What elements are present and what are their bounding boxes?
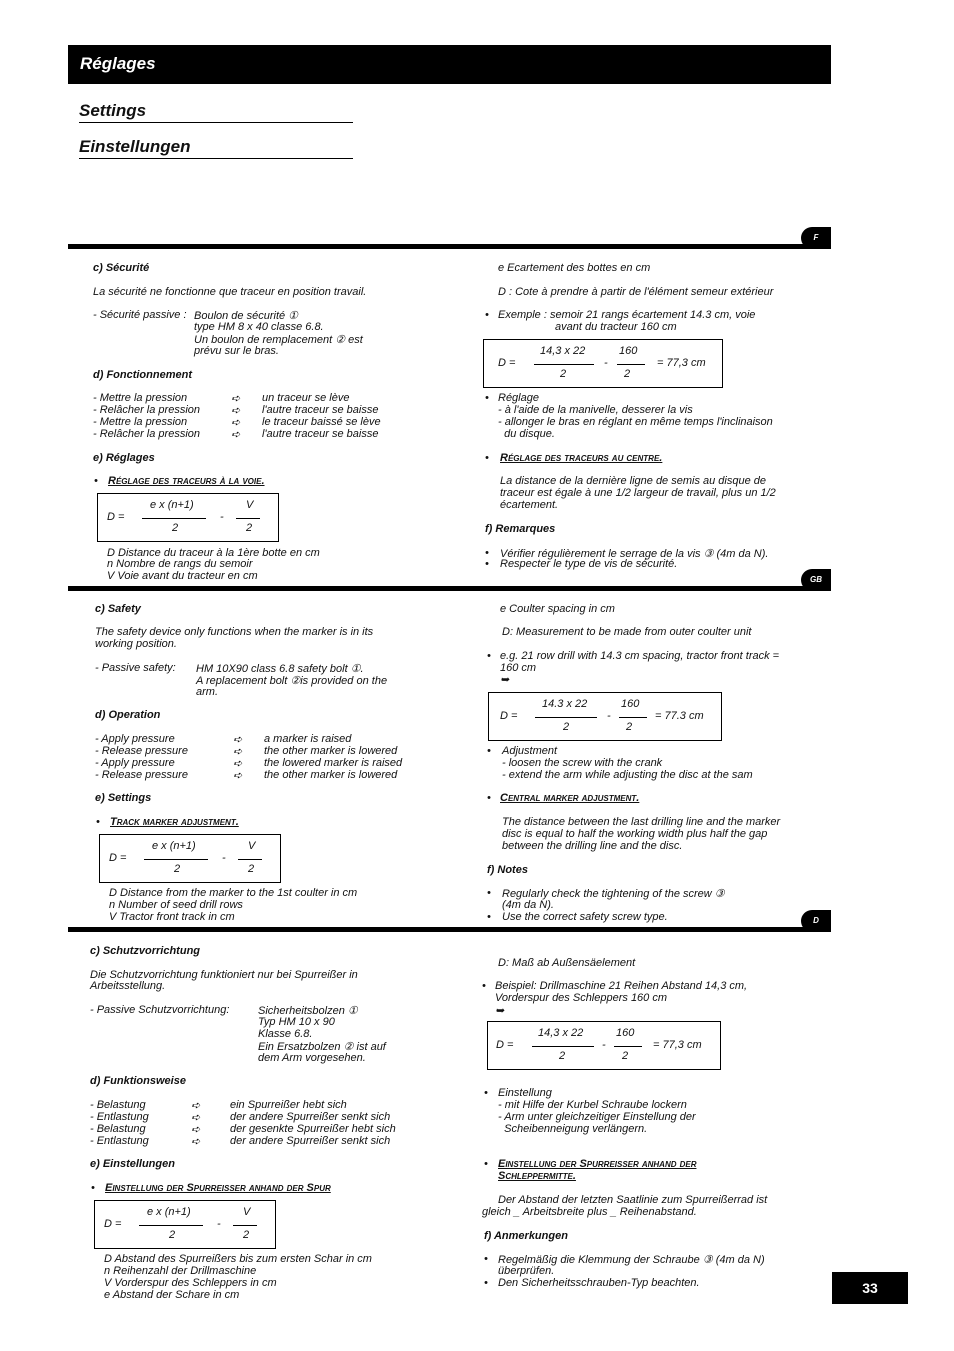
de-f-1: Regelmäßig die Klemmung der Schraube ③ (4m da N): [498, 1254, 765, 1266]
de-c-passive-label: - Passive Schutzvorrichtung:: [90, 1004, 230, 1016]
arrow-icon: ➪: [233, 734, 243, 746]
fraction-line: [614, 1046, 642, 1047]
fr-d-row-b: le traceur baissé se lève: [262, 416, 381, 428]
fraction-line: [619, 717, 647, 718]
gb-adj-2: - loosen the screw with the crank: [502, 757, 663, 769]
gb-c-passive-3: arm.: [196, 686, 218, 698]
de-r-ex1: Beispiel: Drillmaschine 21 Reihen Abstand 14,3 cm,: [495, 980, 748, 992]
arrow-icon: ➪: [233, 746, 243, 758]
fr-r-ex1: Exemple : semoir 21 rangs écartement 14.3 cm, voie: [498, 309, 756, 321]
formula-lhs: D =: [107, 511, 125, 523]
section-divider-gb: [68, 586, 831, 591]
de-d-row-a: - Belastung: [90, 1123, 146, 1135]
fr-d-title: d) Fonctionnement: [93, 369, 192, 381]
formula-num2: V: [243, 1206, 251, 1218]
gb-d-row-a: - Apply pressure: [95, 757, 175, 769]
de-d-row-a: - Belastung: [90, 1099, 146, 1111]
arrow-icon: ➪: [231, 417, 241, 429]
de-r-d: D: Maß ab Außensäelement: [498, 957, 636, 969]
de-r-ex2: Vorderspur des Schleppers 160 cm: [495, 992, 668, 1004]
fr-formula-box: [97, 493, 279, 542]
de-central-2: Schleppermitte.: [498, 1170, 576, 1182]
example-lhs: D =: [498, 357, 516, 369]
gb-f-1: Regularly check the tightening of the screw ③: [502, 888, 725, 900]
example-minus: -: [602, 1039, 606, 1051]
gb-r-d: D: Measurement to be made from outer coulter unit: [502, 626, 752, 638]
page-number: 33: [832, 1272, 908, 1304]
bullet-icon: •: [484, 1277, 488, 1289]
formula-lhs: D =: [104, 1218, 122, 1230]
gb-legend-3: V Tractor front track in cm: [109, 911, 235, 923]
fraction-line: [532, 1046, 594, 1047]
formula-den2: 2: [246, 522, 253, 534]
fr-central-3: écartement.: [500, 499, 559, 511]
fr-c-title: c) Sécurité: [93, 262, 150, 274]
fr-d-row-a: - Relâcher la pression: [93, 404, 200, 416]
fr-c-passive-3: Un boulon de remplacement ② est: [194, 334, 363, 346]
page-title: Réglages: [80, 54, 156, 73]
example-den2: 2: [624, 368, 631, 380]
example-den1: 2: [560, 368, 567, 380]
arrow-icon: ➪: [231, 405, 241, 417]
gb-d-row-a: - Apply pressure: [95, 733, 175, 745]
bullet-icon: •: [484, 1253, 488, 1265]
bullet-icon: •: [485, 392, 489, 404]
de-central-1: Einstellung der Spurreißer anhand der: [498, 1158, 697, 1170]
fr-r-d: D : Cote à prendre à partir de l'élément semeur extérieur: [498, 286, 774, 298]
gb-d-row-b: the lowered marker is raised: [264, 757, 403, 769]
formula-den1: 2: [174, 863, 181, 875]
example-num1: 14,3 x 22: [540, 345, 586, 357]
language-tab-d: D: [801, 910, 831, 932]
fr-c-passive-2: type HM 8 x 40 classe 6.8.: [194, 321, 324, 333]
example-num2: 160: [621, 698, 640, 710]
section-divider-f: [68, 244, 831, 249]
gb-legend-2: n Number of seed drill rows: [109, 899, 243, 911]
example-num2: 160: [616, 1027, 635, 1039]
gb-c-passive-1: HM 10X90 class 6.8 safety bolt ①.: [196, 663, 364, 675]
fraction-line: [144, 859, 208, 860]
example-num1: 14,3 x 22: [538, 1027, 584, 1039]
gb-c-passive-2: A replacement bolt ②is provided on the: [196, 675, 388, 687]
formula-num1: e x (n+1): [147, 1206, 191, 1218]
fraction-line: [617, 364, 645, 365]
fr-f-title: f) Remarques: [485, 523, 556, 535]
gb-f-2: (4m da N).: [502, 899, 554, 911]
fr-c-text: La sécurité ne fonctionne que traceur en position travail.: [93, 286, 367, 298]
title-bar: [68, 45, 831, 84]
bullet-icon: •: [482, 980, 486, 992]
fr-d-row-a: - Relâcher la pression: [93, 428, 200, 440]
gb-c-text-1: The safety device only functions when the marker is in its: [95, 626, 374, 638]
fr-d-row-a: - Mettre la pression: [93, 416, 188, 428]
formula-num1: e x (n+1): [150, 499, 194, 511]
fr-adj-4: du disque.: [498, 428, 555, 440]
arrow-icon: ➪: [191, 1112, 201, 1124]
gb-central-3: between the drilling line and the disc.: [502, 840, 683, 852]
fr-e-sub: Réglage des traceurs à la voie.: [108, 475, 265, 487]
bullet-icon: •: [91, 1182, 95, 1194]
example-den1: 2: [563, 721, 570, 733]
bullet-icon: •: [487, 911, 491, 923]
gb-central-2: disc is equal to half the working width plus half the gap: [502, 828, 768, 840]
gb-d-row-a: - Release pressure: [95, 769, 188, 781]
de-adj-2: - mit Hilfe der Kurbel Schraube lockern: [498, 1099, 687, 1111]
example-lhs: D =: [496, 1039, 514, 1051]
de-c-passive-3: Klasse 6.8.: [258, 1028, 313, 1040]
bullet-icon: •: [487, 650, 491, 662]
fr-d-row-b: un traceur se lève: [262, 392, 350, 404]
bullet-icon: •: [487, 887, 491, 899]
formula-minus: -: [222, 852, 226, 864]
fr-adj-2: - à l'aide de la manivelle, desserer la vis: [498, 404, 693, 416]
fr-adj-3: - allonger le bras en réglant en même temps l'inclinaison: [498, 416, 773, 428]
gb-e-title: e) Settings: [95, 792, 152, 804]
de-d-title: d) Funktionsweise: [90, 1075, 186, 1087]
example-den2: 2: [626, 721, 633, 733]
fr-central-1: La distance de la dernière ligne de semis au disque de: [500, 475, 767, 487]
arrow-icon: ➪: [191, 1100, 201, 1112]
arrow-icon: ➪: [231, 393, 241, 405]
fr-c-passive-label: - Sécurité passive :: [93, 309, 187, 321]
fraction-line: [236, 518, 260, 519]
fr-adj-1: Réglage: [498, 392, 539, 404]
language-tab-gb: GB: [801, 569, 831, 591]
fr-central: Réglage des traceurs au centre.: [500, 452, 663, 464]
de-example-box: [487, 1021, 721, 1070]
de-c-text-1: Die Schutzvorrichtung funktioniert nur bei Spurreißer in: [90, 969, 358, 981]
example-result: = 77,3 cm: [653, 1039, 702, 1051]
subtitle-settings: Settings: [79, 101, 353, 123]
formula-num2: V: [248, 840, 256, 852]
fraction-line: [142, 518, 206, 519]
de-formula-box: [94, 1200, 276, 1249]
bullet-icon: •: [484, 1158, 488, 1170]
formula-den1: 2: [172, 522, 179, 534]
fraction-line: [238, 859, 262, 860]
arrow-icon: ➪: [233, 758, 243, 770]
fr-d-row-b: l'autre traceur se baisse: [262, 428, 379, 440]
fr-r-e: e Ecartement des bottes en cm: [498, 262, 651, 274]
bullet-icon: •: [485, 309, 489, 321]
arrow-return-icon: ➥: [500, 674, 510, 686]
gb-d-title: d) Operation: [95, 709, 161, 721]
fr-d-row-a: - Mettre la pression: [93, 392, 188, 404]
gb-r-e: e Coulter spacing in cm: [500, 603, 615, 615]
de-d-row-a: - Entlastung: [90, 1135, 149, 1147]
de-f-title: f) Anmerkungen: [484, 1230, 568, 1242]
bullet-icon: •: [485, 558, 489, 570]
gb-c-passive-label: - Passive safety:: [95, 662, 176, 674]
section-divider-d: [68, 927, 831, 932]
gb-f-title: f) Notes: [487, 864, 528, 876]
fr-central-2: traceur est égale à une 1/2 largeur de travail, plus un 1/2: [500, 487, 776, 499]
gb-legend-1: D Distance from the marker to the 1st coulter in cm: [109, 887, 358, 899]
gb-d-row-b: the other marker is lowered: [264, 769, 398, 781]
fraction-line: [139, 1225, 203, 1226]
bullet-icon: •: [94, 475, 98, 487]
gb-r-ex2: 160 cm: [500, 662, 537, 674]
gb-example-box: [488, 692, 722, 741]
de-e-title: e) Einstellungen: [90, 1158, 175, 1170]
formula-den1: 2: [169, 1229, 176, 1241]
example-num1: 14.3 x 22: [542, 698, 588, 710]
fraction-line: [535, 717, 597, 718]
de-central-text-2: gleich _ Arbeitsbreite plus _ Reihenabstand.: [482, 1206, 697, 1218]
subtitle-einstellungen: Einstellungen: [79, 137, 353, 159]
formula-num2: V: [246, 499, 254, 511]
gb-r-ex1: e.g. 21 row drill with 14.3 cm spacing, tractor front track =: [500, 650, 780, 662]
de-adj-1: Einstellung: [498, 1087, 552, 1099]
arrow-icon: ➪: [191, 1124, 201, 1136]
example-result: = 77.3 cm: [655, 710, 704, 722]
formula-den2: 2: [248, 863, 255, 875]
de-c-passive-2: Typ HM 10 x 90: [258, 1016, 335, 1028]
arrow-icon: ➪: [231, 429, 241, 441]
language-tab-f: F: [801, 227, 831, 249]
fr-c-passive-4: prévu sur le bras.: [194, 345, 279, 357]
bullet-icon: •: [485, 452, 489, 464]
de-legend-3: V Vorderspur des Schleppers in cm: [104, 1277, 277, 1289]
example-lhs: D =: [500, 710, 518, 722]
fraction-line: [233, 1225, 257, 1226]
de-c-passive-4: Ein Ersatzbolzen ② ist auf: [258, 1041, 386, 1053]
gb-d-row-b: a marker is raised: [264, 733, 352, 745]
formula-num1: e x (n+1): [152, 840, 196, 852]
de-f-3: Den Sicherheitsschrauben-Typ beachten.: [498, 1277, 700, 1289]
de-d-row-b: der gesenkte Spurreißer hebt sich: [230, 1123, 396, 1135]
arrow-icon: ➪: [191, 1136, 201, 1148]
de-d-row-b: der andere Spurreißer senkt sich: [230, 1111, 391, 1123]
de-legend-1: D Abstand des Spurreißers bis zum ersten Schar in cm: [104, 1253, 372, 1265]
example-minus: -: [604, 357, 608, 369]
example-num2: 160: [619, 345, 638, 357]
de-e-sub: Einstellung der Spurreißer anhand der Spur: [105, 1182, 331, 1194]
gb-central: Central marker adjustment.: [500, 792, 640, 804]
example-result: = 77,3 cm: [657, 357, 706, 369]
gb-c-text-2: working position.: [95, 638, 177, 650]
de-c-passive-1: Sicherheitsbolzen ①: [258, 1005, 358, 1017]
formula-lhs: D =: [109, 852, 127, 864]
fr-f-2: Respecter le type de vis de sécurité.: [500, 558, 678, 570]
example-den2: 2: [622, 1050, 629, 1062]
arrow-return-icon: ➥: [495, 1005, 505, 1017]
bullet-icon: •: [487, 745, 491, 757]
de-f-2: überprüfen.: [498, 1265, 555, 1277]
fr-legend-1: D Distance du traceur à la 1ère botte en cm: [107, 547, 320, 559]
gb-e-sub: Track marker adjustment.: [110, 816, 239, 828]
arrow-icon: ➪: [233, 770, 243, 782]
de-c-text-2: Arbeitsstellung.: [90, 980, 166, 992]
gb-d-row-b: the other marker is lowered: [264, 745, 398, 757]
de-d-row-b: der andere Spurreißer senkt sich: [230, 1135, 391, 1147]
formula-minus: -: [217, 1218, 221, 1230]
example-den1: 2: [559, 1050, 566, 1062]
de-adj-3: - Arm unter gleichzeitiger Einstellung der: [498, 1111, 696, 1123]
formula-minus: -: [220, 511, 224, 523]
gb-adj-1: Adjustment: [502, 745, 558, 757]
bullet-icon: •: [487, 792, 491, 804]
de-c-passive-5: dem Arm vorgesehen.: [258, 1052, 366, 1064]
gb-adj-3: - extend the arm while adjusting the disc at the sam: [502, 769, 753, 781]
de-c-title: c) Schutzvorrichtung: [90, 945, 201, 957]
fr-f-1: Vérifier régulièrement le serrage de la vis ③ (4m da N).: [500, 548, 769, 560]
de-legend-4: e Abstand der Schare in cm: [104, 1289, 240, 1301]
gb-f-3: Use the correct safety screw type.: [502, 911, 668, 923]
de-d-row-b: ein Spurreißer hebt sich: [230, 1099, 347, 1111]
gb-d-row-a: - Release pressure: [95, 745, 188, 757]
fr-legend-3: V Voie avant du tracteur en cm: [107, 570, 258, 582]
bullet-icon: •: [484, 1087, 488, 1099]
fraction-line: [534, 364, 594, 365]
gb-c-title: c) Safety: [95, 603, 141, 615]
example-minus: -: [607, 710, 611, 722]
fr-d-row-b: l'autre traceur se baisse: [262, 404, 379, 416]
de-central-text-1: Der Abstand der letzten Saatlinie zum Spurreißerrad ist: [498, 1194, 768, 1206]
gb-formula-box: [99, 834, 281, 883]
fr-c-passive-1: Boulon de sécurité ①: [194, 310, 299, 322]
fr-r-ex2: avant du tracteur 160 cm: [555, 321, 677, 333]
fr-e-title: e) Réglages: [93, 452, 155, 464]
de-d-row-a: - Entlastung: [90, 1111, 149, 1123]
de-legend-2: n Reihenzahl der Drillmaschine: [104, 1265, 257, 1277]
bullet-icon: •: [485, 547, 489, 559]
bullet-icon: •: [96, 816, 100, 828]
fr-legend-2: n Nombre de rangs du semoir: [107, 558, 253, 570]
formula-den2: 2: [243, 1229, 250, 1241]
fr-example-box: [483, 339, 723, 388]
gb-central-1: The distance between the last drilling line and the marker: [502, 816, 781, 828]
de-adj-4: Scheibenneigung verlängern.: [498, 1123, 648, 1135]
